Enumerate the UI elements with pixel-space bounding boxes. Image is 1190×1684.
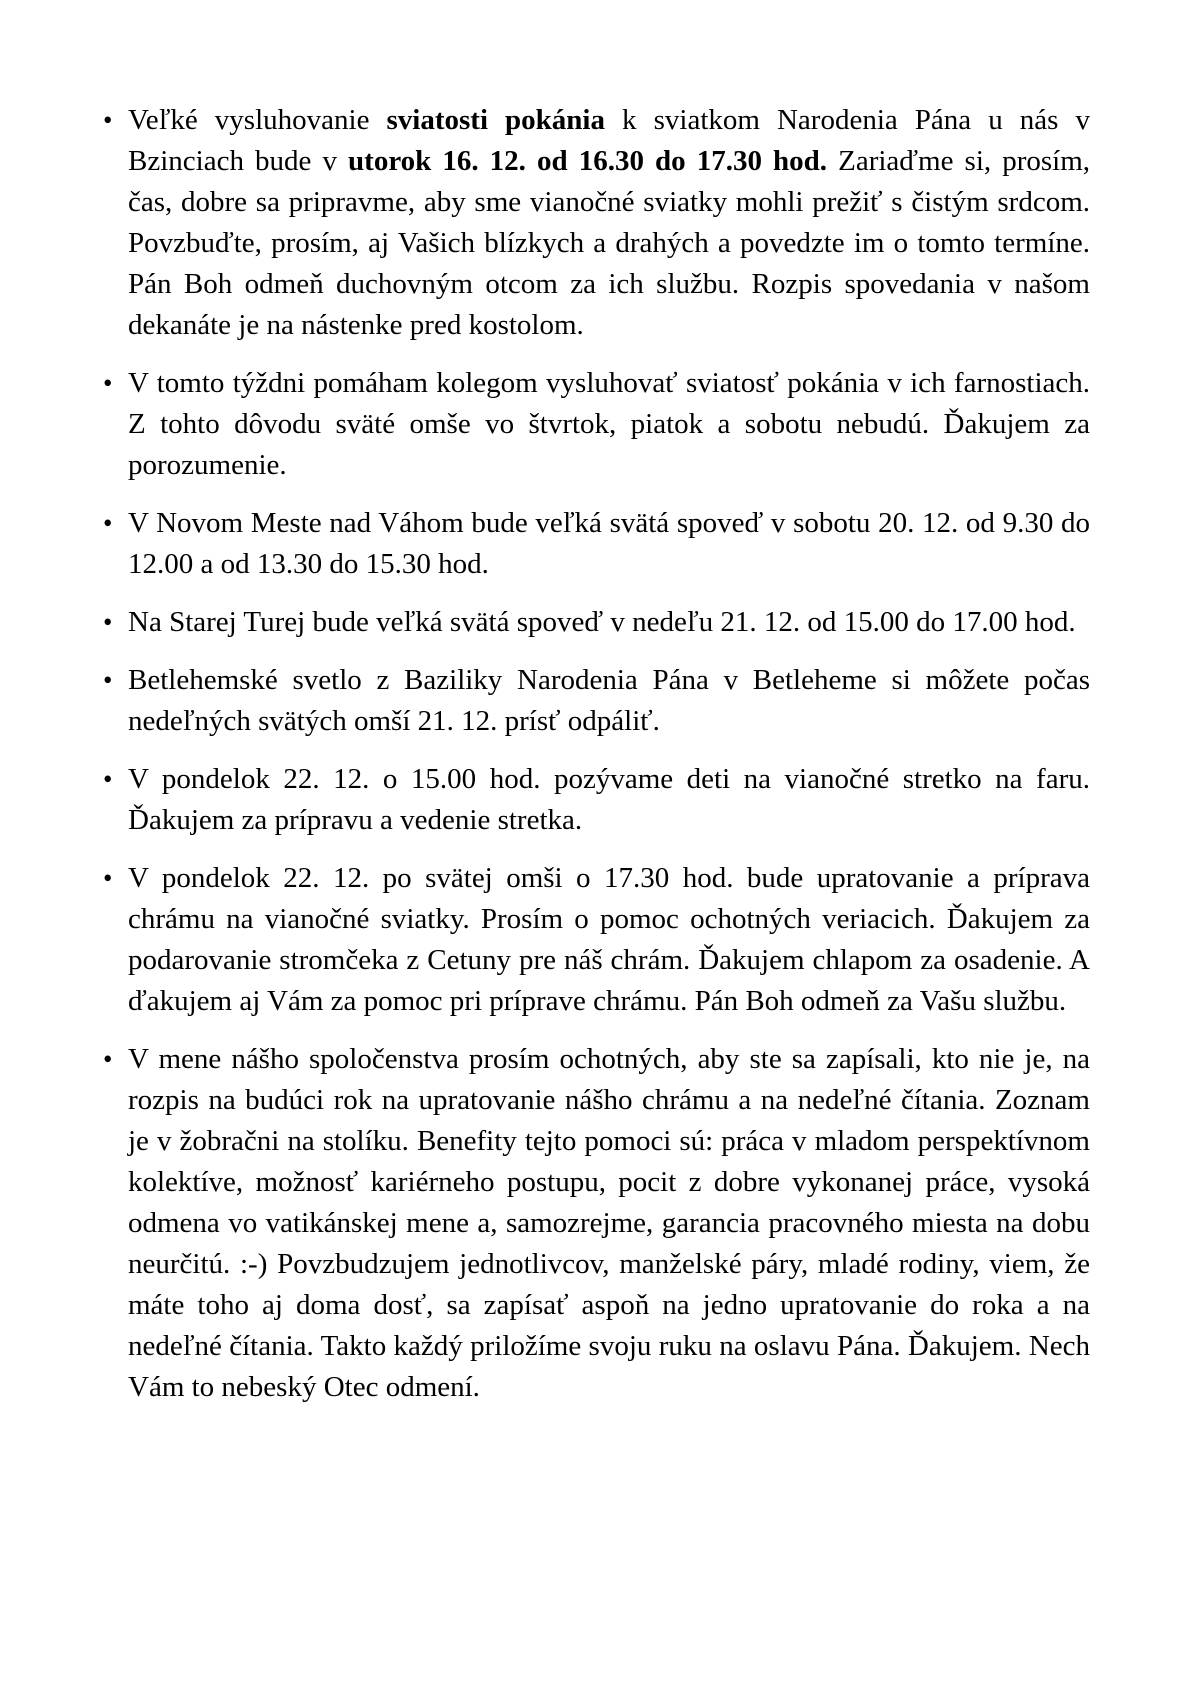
bullet-marker-icon: •: [103, 863, 113, 893]
announcement-text: Betlehemské svetlo z Baziliky Narodenia Pána v Betleheme si môžete počas nedeľných svätých omší 21. 12. prísť odpáliť.: [128, 664, 1090, 737]
bullet-marker-icon: •: [103, 665, 113, 695]
announcement-text: V pondelok 22. 12. o 15.00 hod. pozývame deti na vianočné stretko na faru. Ďakujem za prípravu a vedenie stretka.: [128, 763, 1090, 836]
bullet-marker-icon: •: [103, 764, 113, 794]
announcement-item: [103, 1039, 1090, 1408]
bullet-marker-icon: •: [103, 1044, 113, 1074]
bullet-marker-icon: •: [103, 508, 113, 538]
bullet-marker-icon: •: [103, 368, 113, 398]
announcement-text: V pondelok 22. 12. po svätej omši o 17.30 hod. bude upratovanie a príprava chrámu na vianočné sviatky. Prosím o pomoc ochotných veriacich. Ďakujem za podarovanie stromčeka z Cetuny pre náš chrám. Ďakujem chlapom za osadenie. A ďakujem aj Vám za pomoc pri príprave chrámu. Pán Boh odmeň za Vašu službu.: [128, 862, 1090, 1017]
announcement-text-bold: utorok 16. 12. od 16.30 do 17.30 hod.: [348, 145, 828, 177]
announcement-item: [103, 858, 1090, 1022]
announcement-item: [103, 660, 1090, 742]
announcement-text: k sviatkom Narodenia Pána u nás v Bzinciach bude v: [128, 104, 1090, 177]
announcement-text: Zariaďme si, prosím, čas, dobre sa pripravme, aby sme vianočné sviatky mohli prežiť s čistým srdcom. Povzbuďte, prosím, aj Vašich blízkych a drahých a povedzte im o tomto termíne. Pán Boh odmeň duchovným otcom za ich službu. Rozpis spovedania v našom dekanáte je na nástenke pred kostolom.: [128, 145, 1091, 341]
announcement-item: [103, 759, 1090, 841]
bullet-marker-icon: •: [103, 607, 113, 637]
announcement-item: [103, 602, 1090, 643]
announcement-item: [103, 363, 1090, 486]
announcement-text: Na Starej Turej bude veľká svätá spoveď v nedeľu 21. 12. od 15.00 do 17.00 hod.: [128, 606, 1076, 638]
announcement-text: Veľké vysluhovanie: [128, 104, 387, 136]
announcement-item: [103, 503, 1090, 585]
announcement-text: V tomto týždni pomáham kolegom vysluhovať sviatosť pokánia v ich farnostiach. Z tohto dôvodu sväté omše vo štvrtok, piatok a sobotu nebudú. Ďakujem za porozumenie.: [128, 367, 1090, 481]
bullet-marker-icon: •: [103, 105, 113, 135]
announcement-item: [103, 100, 1091, 346]
announcement-text-bold: sviatosti pokánia: [386, 104, 605, 136]
announcement-text: V mene nášho spoločenstva prosím ochotných, aby ste sa zapísali, kto nie je, na rozpis na budúci rok na upratovanie nášho chrámu a na nedeľné čítania. Zoznam je v žobračni na stolíku. Benefity tejto pomoci sú: práca v mladom perspektívnom kolektíve, možnosť kariérneho postupu, pocit z dobre vykonanej práce, vysoká odmena vo vatikánskej mene a, samozrejme, garancia pracovného miesta na dobu neurčitú. :-) Povzbudzujem jednotlivcov, manželské páry, mladé rodiny, viem, že máte toho aj doma dosť, sa zapísať aspoň na jedno upratovanie do roka a na nedeľné čítania. Takto každý priložíme svoju ruku na oslavu Pána. Ďakujem. Nech Vám to nebeský Otec odmení.: [128, 1043, 1090, 1403]
announcements-list: [103, 100, 1091, 1408]
announcement-text: V Novom Meste nad Váhom bude veľká svätá spoveď v sobotu 20. 12. od 9.30 do 12.00 a od 13.30 do 15.30 hod.: [128, 507, 1090, 580]
